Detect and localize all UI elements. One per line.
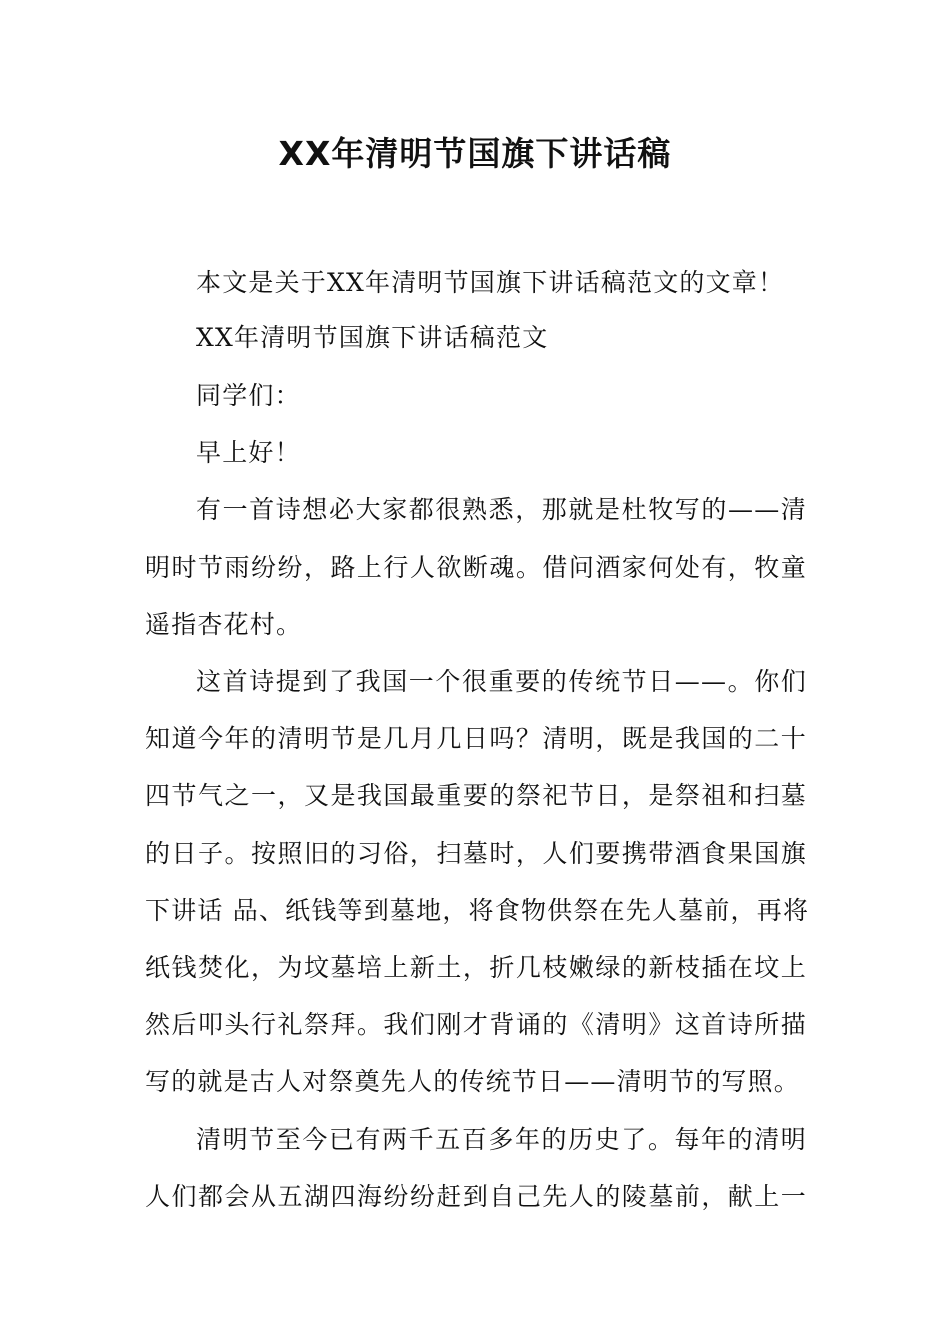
paragraph-line: 遥指杏花村。 <box>145 610 303 639</box>
paragraph-line: 纸钱焚化，为坟墓培上新土，折几枝嫩绿的新枝插在坟上 <box>145 953 807 982</box>
paragraph-line: 写的就是古人对祭奠先人的传统节日——清明节的写照。 <box>145 1067 801 1096</box>
paragraph-line: 清明节至今已有两千五百多年的历史了。每年的清明 <box>196 1125 807 1154</box>
greeting-line: 早上好！ <box>196 438 301 467</box>
paragraph-line: 知道今年的清明节是几月几日吗？清明，既是我国的二十 <box>145 724 807 753</box>
paragraph-line: 的日子。按照旧的习俗，扫墓时，人们要携带酒食果国旗 <box>145 839 807 868</box>
paragraph-line: 有一首诗想必大家都很熟悉，那就是杜牧写的——清 <box>196 495 807 524</box>
paragraph-line: 四节气之一，又是我国最重要的祭祀节日，是祭祖和扫墓 <box>145 781 807 810</box>
paragraph-line: 明时节雨纷纷，路上行人欲断魂。借问酒家何处有，牧童 <box>145 553 807 582</box>
paragraph-line: 这首诗提到了我国一个很重要的传统节日——。你们 <box>196 667 807 696</box>
document-title: XX年清明节国旗下讲话稿 <box>278 134 672 173</box>
subtitle-line: XX年清明节国旗下讲话稿范文 <box>196 323 549 352</box>
paragraph-line: 然后叩头行礼祭拜。我们刚才背诵的《清明》这首诗所描 <box>145 1010 807 1039</box>
salutation-line: 同学们： <box>196 381 301 410</box>
paragraph-line: 人们都会从五湖四海纷纷赶到自己先人的陵墓前，献上一 <box>145 1182 807 1211</box>
paragraph-line: 下讲话 品、纸钱等到墓地，将食物供祭在先人墓前，再将 <box>145 896 810 925</box>
intro-line: 本文是关于XX年清明节国旗下讲话稿范文的文章！ <box>196 268 785 297</box>
